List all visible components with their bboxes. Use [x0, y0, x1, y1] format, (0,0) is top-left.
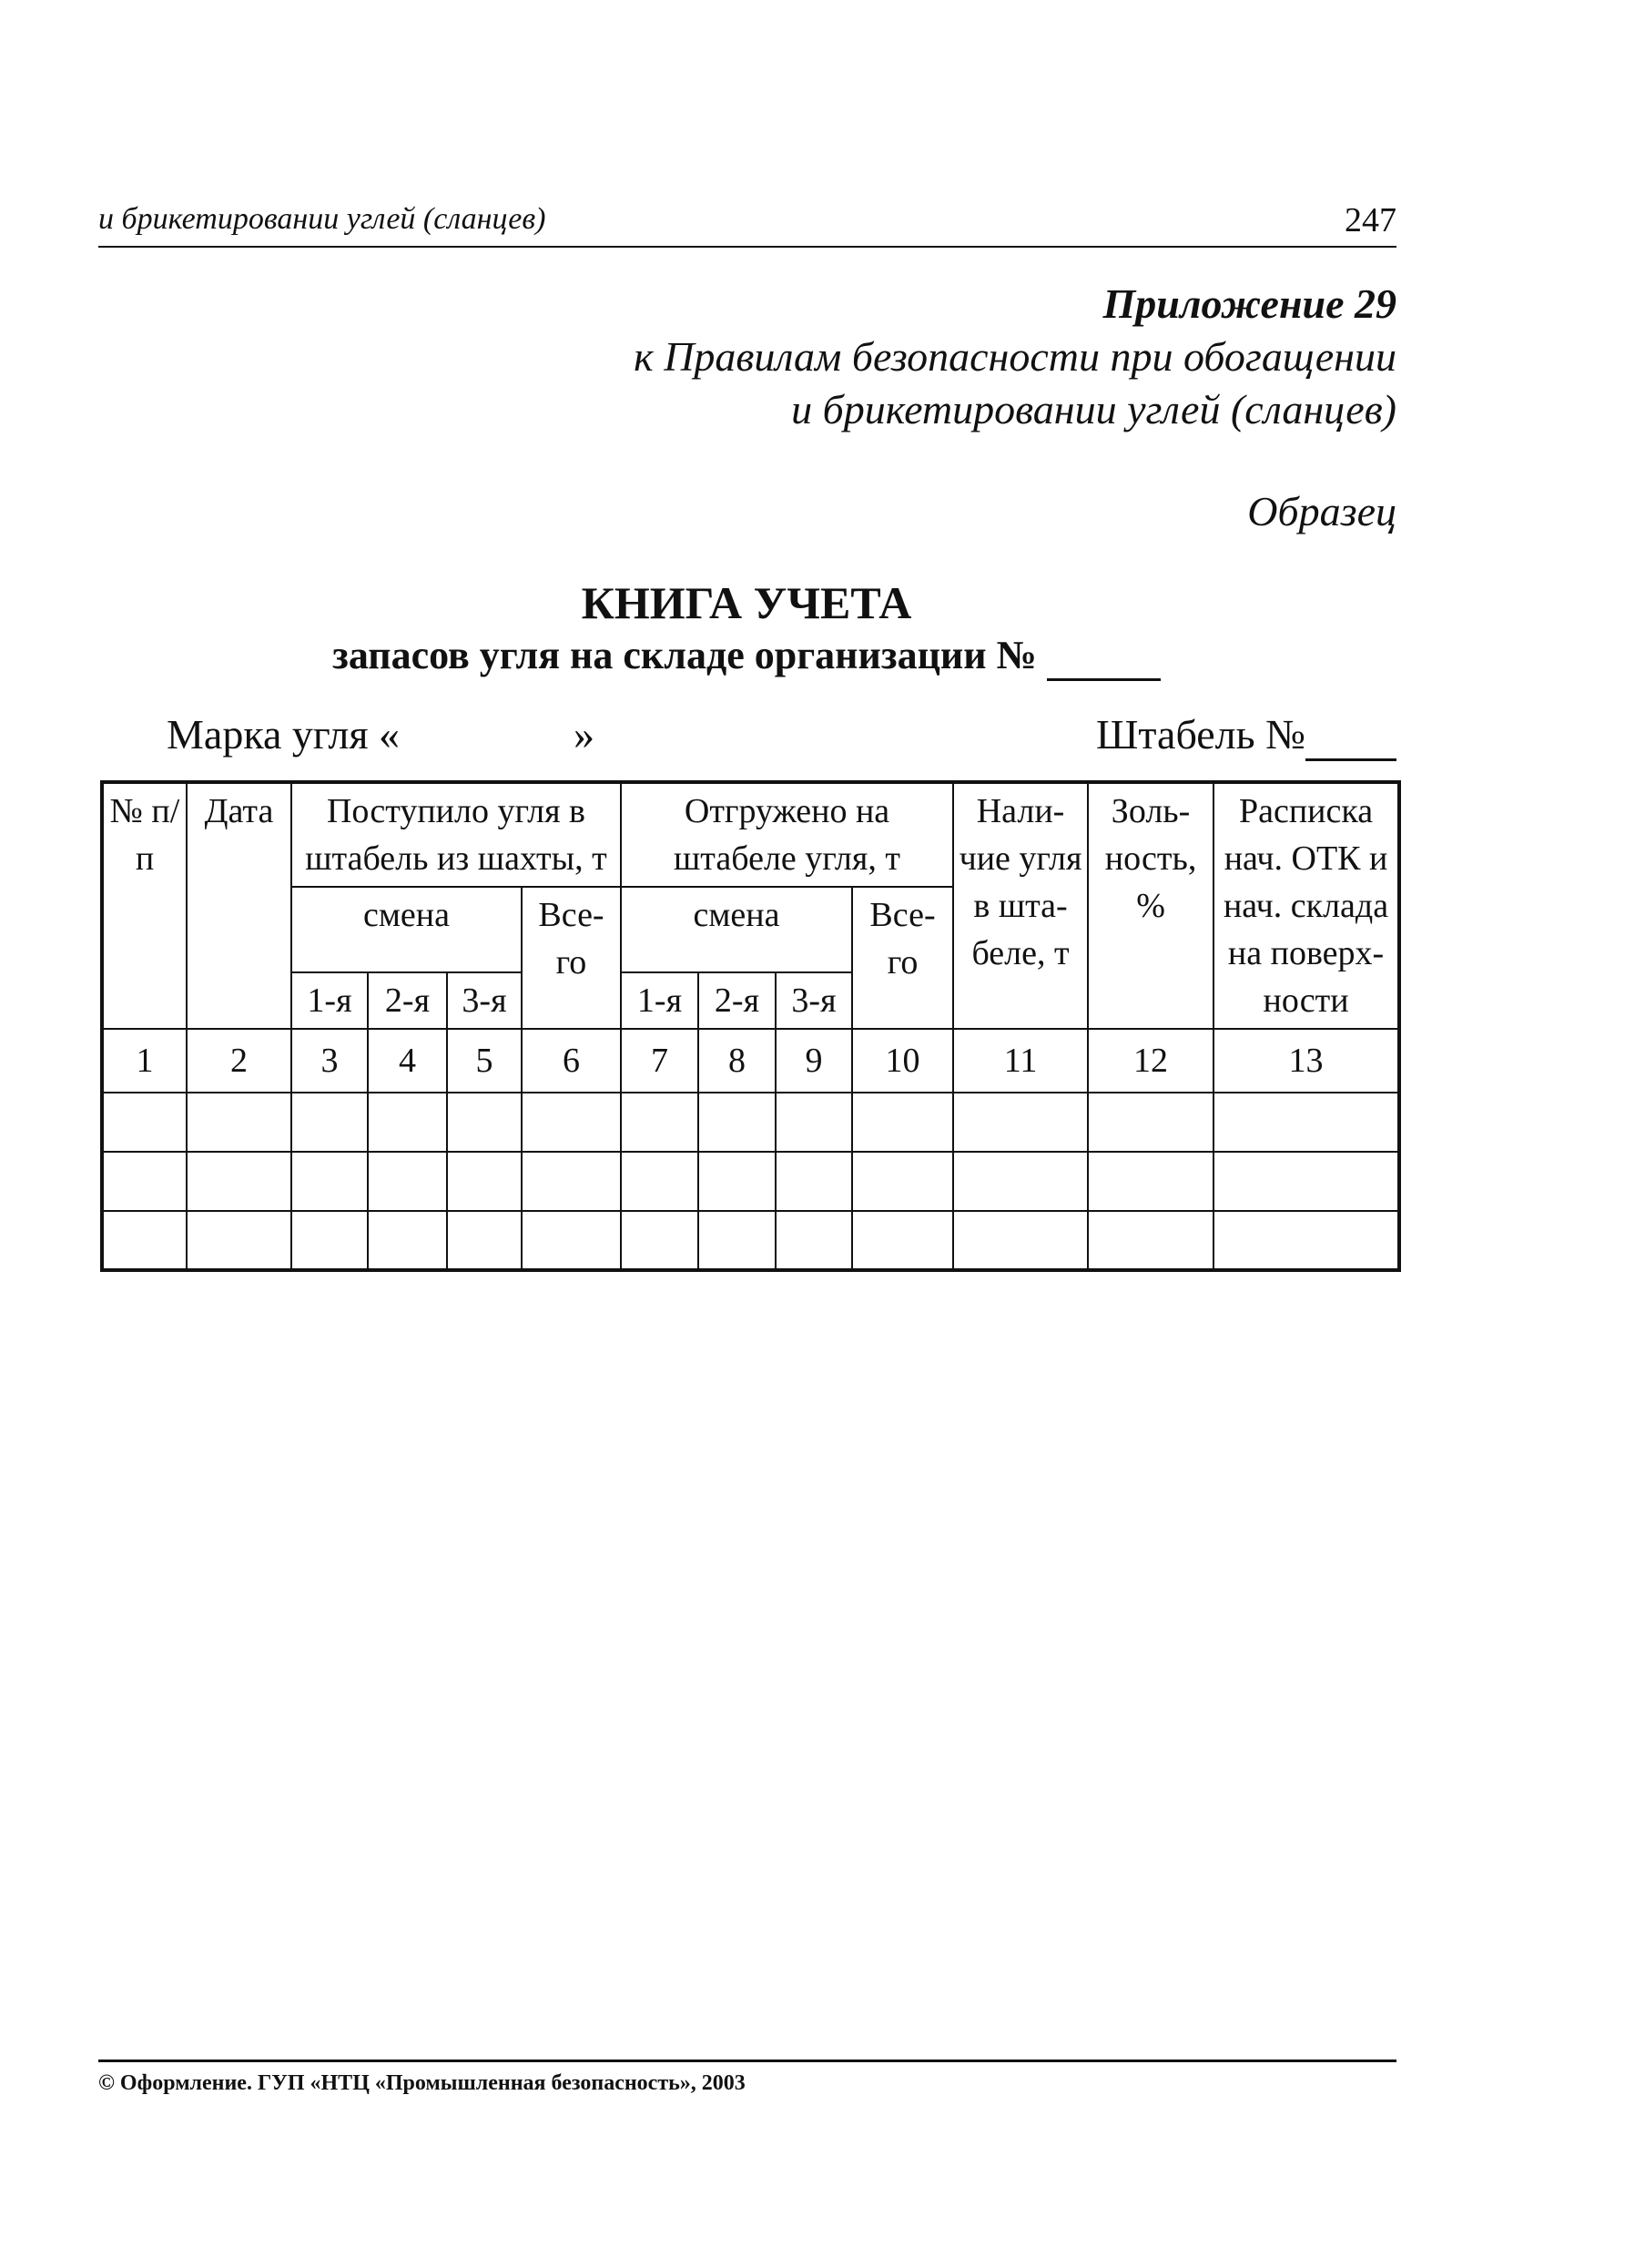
stack-field	[1096, 710, 1396, 761]
column-number: 3	[291, 1029, 368, 1093]
footer-rule	[98, 2060, 1396, 2062]
header-date: Дата	[187, 782, 291, 1029]
column-number: 10	[852, 1029, 953, 1093]
book-subtitle-text: запасов угля на складе организации №	[332, 633, 1037, 677]
stack-label: Штабель №	[1095, 711, 1305, 758]
header-received-total: Все-го	[522, 887, 621, 1029]
coal-grade-label: Марка угля «	[167, 711, 401, 758]
header-received: Поступило угля в штабель из шахты, т	[291, 782, 621, 887]
empty-cell	[291, 1211, 368, 1270]
empty-cell	[522, 1093, 621, 1152]
column-number: 9	[776, 1029, 852, 1093]
book-title: КНИГА УЧЕТА	[581, 577, 912, 628]
column-number: 11	[953, 1029, 1088, 1093]
empty-cell	[852, 1093, 953, 1152]
empty-cell	[1213, 1093, 1399, 1152]
empty-cell	[621, 1211, 698, 1270]
header-ash: Золь-ность, %	[1088, 782, 1213, 1029]
header-received-shift-3: 3-я	[447, 972, 522, 1029]
empty-cell	[291, 1093, 368, 1152]
empty-cell	[776, 1152, 852, 1211]
column-number: 4	[368, 1029, 447, 1093]
empty-cell	[187, 1093, 291, 1152]
footer-copyright: © Оформление. ГУП «НТЦ «Промышленная безопасность», 2003	[98, 2071, 746, 2095]
empty-cell	[368, 1211, 447, 1270]
blank-rows	[102, 1093, 1399, 1270]
column-number: 5	[447, 1029, 522, 1093]
header-shipped: Отгружено на штабеле угля, т	[621, 782, 953, 887]
appendix-title: Приложение 29	[1102, 280, 1396, 327]
column-number-row	[102, 1029, 1399, 1093]
ledger-table	[100, 780, 1401, 1272]
empty-cell	[621, 1152, 698, 1211]
header-signature: Расписка нач. ОТК и нач. склада на поверх-ности	[1213, 782, 1399, 1029]
empty-cell	[1213, 1152, 1399, 1211]
appendix-line-2: и брикетировании углей (сланцев)	[791, 386, 1396, 432]
coal-grade-close: »	[574, 711, 595, 758]
empty-cell	[953, 1093, 1088, 1152]
table-row	[102, 1211, 1399, 1270]
table-row	[102, 1093, 1399, 1152]
empty-cell	[776, 1211, 852, 1270]
column-number: 13	[1213, 1029, 1399, 1093]
header-shipped-shift: смена	[621, 887, 852, 972]
column-number: 7	[621, 1029, 698, 1093]
header-received-shift-1: 1-я	[291, 972, 368, 1029]
header-rule	[98, 246, 1396, 248]
book-subtitle	[0, 632, 1493, 681]
sample-label: Образец	[1247, 488, 1396, 534]
empty-cell	[1088, 1152, 1213, 1211]
running-title: и брикетировании углей (сланцев)	[98, 202, 546, 236]
header-received-shift-2: 2-я	[368, 972, 447, 1029]
header-shipped-shift-1: 1-я	[621, 972, 698, 1029]
empty-cell	[621, 1093, 698, 1152]
empty-cell	[698, 1211, 776, 1270]
empty-cell	[447, 1211, 522, 1270]
empty-cell	[187, 1152, 291, 1211]
header-availability: Нали-чие угля в шта-беле, т	[953, 782, 1088, 1029]
empty-cell	[1088, 1211, 1213, 1270]
empty-cell	[776, 1093, 852, 1152]
coal-grade-field	[167, 710, 594, 758]
empty-cell	[447, 1152, 522, 1211]
appendix-block	[634, 278, 1396, 436]
header-shipped-total: Все-го	[852, 887, 953, 1029]
stack-number-blank	[1305, 710, 1396, 761]
empty-cell	[102, 1152, 187, 1211]
empty-cell	[698, 1152, 776, 1211]
table-row	[102, 1152, 1399, 1211]
empty-cell	[187, 1211, 291, 1270]
empty-cell	[102, 1093, 187, 1152]
empty-cell	[852, 1211, 953, 1270]
column-number: 1	[102, 1029, 187, 1093]
empty-cell	[852, 1152, 953, 1211]
appendix-line-1: к Правилам безопасности при обогащении	[634, 333, 1396, 380]
column-number: 8	[698, 1029, 776, 1093]
organization-number-blank	[1047, 632, 1161, 681]
coal-grade-blank	[411, 710, 564, 758]
empty-cell	[368, 1152, 447, 1211]
header-shipped-shift-2: 2-я	[698, 972, 776, 1029]
empty-cell	[953, 1152, 1088, 1211]
empty-cell	[953, 1211, 1088, 1270]
header-received-shift: смена	[291, 887, 522, 972]
column-number: 12	[1088, 1029, 1213, 1093]
header-shipped-shift-3: 3-я	[776, 972, 852, 1029]
empty-cell	[368, 1093, 447, 1152]
empty-cell	[522, 1211, 621, 1270]
empty-cell	[291, 1152, 368, 1211]
empty-cell	[102, 1211, 187, 1270]
empty-cell	[447, 1093, 522, 1152]
empty-cell	[1213, 1211, 1399, 1270]
empty-cell	[698, 1093, 776, 1152]
empty-cell	[1088, 1093, 1213, 1152]
page-number: 247	[1345, 201, 1396, 239]
header-num: № п/п	[102, 782, 187, 1029]
empty-cell	[522, 1152, 621, 1211]
column-number: 6	[522, 1029, 621, 1093]
column-number: 2	[187, 1029, 291, 1093]
